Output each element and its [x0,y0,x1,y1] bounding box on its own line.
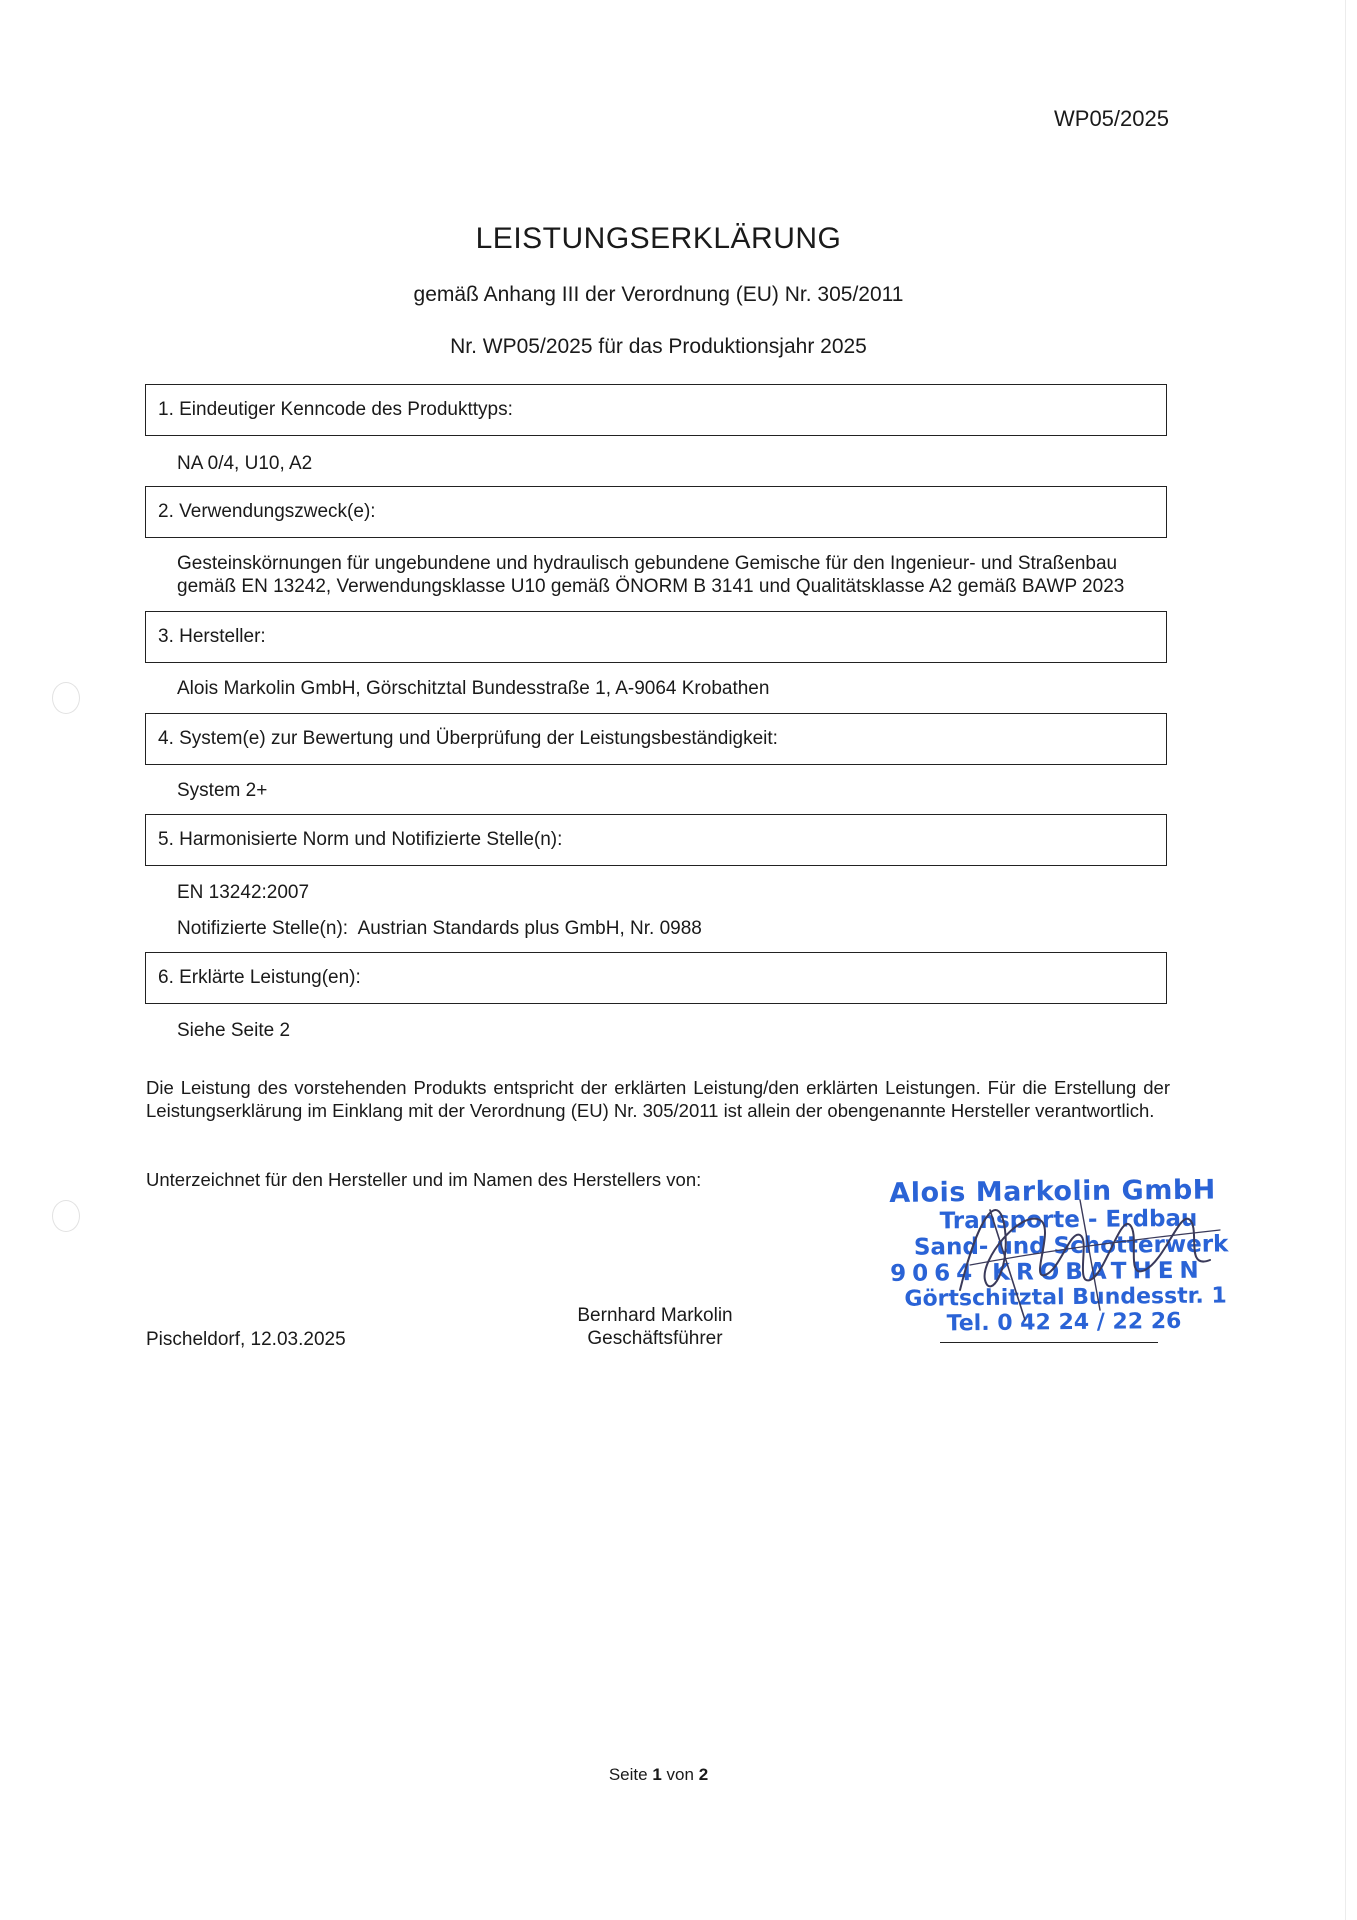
section-6-content: Siehe Seite 2 [177,1020,291,1041]
punch-hole-mark [52,682,80,714]
section-4-heading: 4. System(e) zur Bewertung und Überprüfung der Leistungsbeständigkeit: [158,728,778,749]
section-6-heading: 6. Erklärte Leistung(en): [158,967,361,988]
section-3-heading-box [145,611,1167,663]
stamp-line-street: Görtschitztal Bundesstr. 1 [904,1283,1227,1312]
signed-intro: Unterzeichnet für den Hersteller und im Namen des Herstellers von: [146,1169,702,1190]
document-subtitle-number: Nr. WP05/2025 für das Produktionsjahr 2025 [450,335,867,358]
signatory [555,1304,755,1350]
section-1-heading: 1. Eindeutiger Kenncode des Produkttyps: [158,399,513,420]
section-4-content: System 2+ [177,780,268,801]
footer-middle: von [666,1765,694,1784]
stamp-line-works: Sand- und Schotterwerk [913,1231,1229,1261]
signature-line [940,1342,1158,1343]
section-5-heading-box [145,814,1167,866]
stamp-line-town: 9064 KROBATHEN [890,1257,1205,1287]
section-2-content-line-2: gemäß EN 13242, Verwendungsklasse U10 gemäß ÖNORM B 3141 und Qualitätsklasse A2 gemäß BAWP 2023 [177,576,1125,597]
declaration-paragraph: Die Leistung des vorstehenden Produkts entspricht der erklärten Leistung/den erklärten Leistungen. Für die Erstellung der Leistungserklärung im Einklang mit der Verordnung (EU) Nr. 305/2011 ist allein der obengenannte Hersteller verantwortlich. [146,1077,1170,1121]
section-4-heading-box [145,713,1167,765]
page-footer [0,1765,1317,1785]
signatory-role: Geschäftsführer [587,1328,723,1349]
footer-prefix: Seite [608,1765,648,1784]
document-number: WP05/2025 [1054,106,1169,131]
section-5-heading: 5. Harmonisierte Norm und Notifizierte Stelle(n): [158,829,563,850]
page-edge [1345,0,1346,1920]
section-5-content-norm: EN 13242:2007 [177,882,310,903]
section-2-content-line-1: Gesteinskörnungen für ungebundene und hydraulisch gebundene Gemische für den Ingenieur- und Straßenbau [177,553,1118,574]
signatory-name: Bernhard Markolin [577,1305,733,1326]
footer-current-page: 1 [652,1765,662,1784]
stamp-line-phone: Tel. 0 42 24 / 22 26 [946,1308,1182,1337]
handwritten-signature [930,1170,1240,1330]
section-1-heading-box [145,384,1167,436]
section-2-heading: 2. Verwendungszweck(e): [158,501,376,522]
place-and-date: Pischeldorf, 12.03.2025 [146,1329,346,1350]
section-5-content-notified-body: Notifizierte Stelle(n): Austrian Standards plus GmbH, Nr. 0988 [177,918,702,939]
stamp-line-services: Transporte - Erdbau [939,1205,1198,1235]
section-6-heading-box [145,952,1167,1004]
document-subtitle-regulation: gemäß Anhang III der Verordnung (EU) Nr. 305/2011 [413,283,904,306]
section-1-content: NA 0/4, U10, A2 [177,453,313,474]
document-title: LEISTUNGSERKLÄRUNG [475,222,842,255]
section-3-content: Alois Markolin GmbH, Görschitztal Bundesstraße 1, A-9064 Krobathen [177,678,770,699]
section-3-heading: 3. Hersteller: [158,626,266,647]
stamp-line-company: Alois Markolin GmbH [889,1174,1216,1209]
footer-total-pages: 2 [698,1765,709,1784]
section-2-heading-box [145,486,1167,538]
punch-hole-mark [52,1200,80,1232]
